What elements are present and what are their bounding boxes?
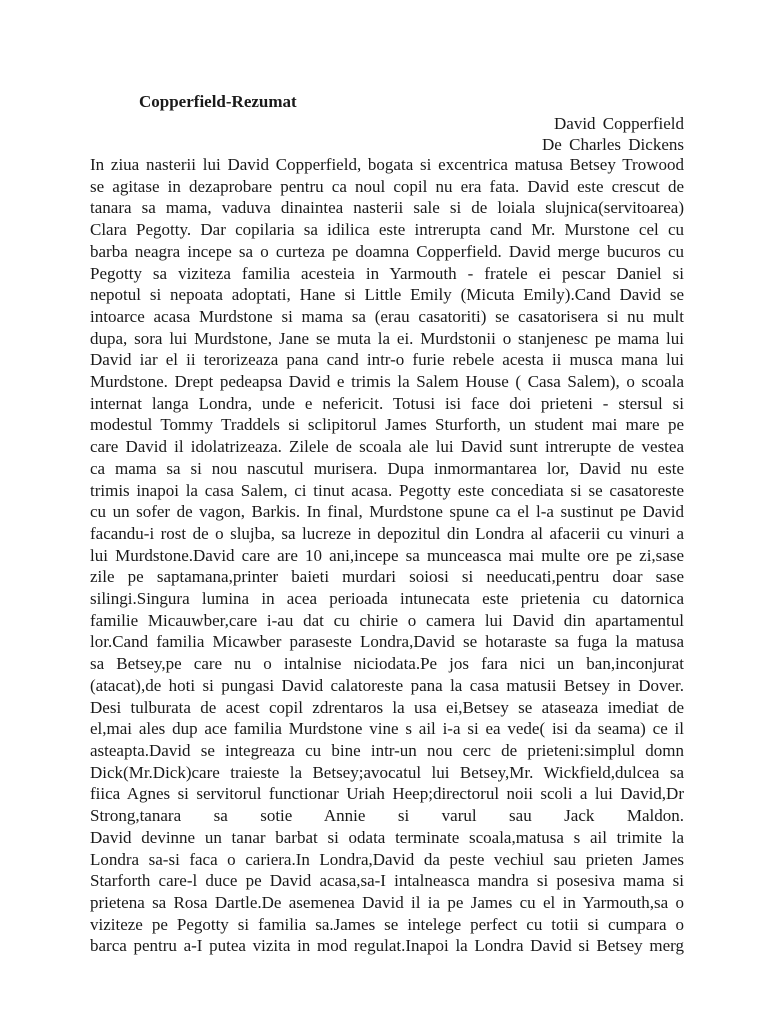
text-line: facandu-i rost de o slujba, sa lucreze in depozitul din Londra al afacerii cu vinuri a xyxy=(90,523,684,543)
text-line: prietena sa Rosa Dartle.De asemenea David il ia pe James cu el in Yarmouth,sa o xyxy=(90,892,684,912)
text-line: cu un sofer de vagon, Barkis. In final, Murdstone spune ca el l-a sustinut pe David xyxy=(90,502,684,522)
text-line: ca mama sa si nou nascutul murisera. Dupa inmormantarea lor, David nu este xyxy=(90,458,684,478)
text-line: intoarce acasa Murdstone si mama sa (erau casatoriti) se casatorisera si nu mult xyxy=(90,306,684,326)
book-title: David Copperfield xyxy=(554,114,684,133)
text-line: modestul Tommy Traddels si sclipitorul James Sturforth, un student mai mare pe xyxy=(90,415,684,435)
text-line: Starforth care-l duce pe David acasa,sa-I intalneasca mandra si posesiva mama si xyxy=(90,871,684,891)
text-line: lor.Cand familia Micawber paraseste Londra,David se hotaraste sa fuga la matusa xyxy=(90,632,684,652)
text-line: fiica Agnes si servitorul functionar Uriah Heep;directorul noii scoli a lui David,Dr xyxy=(90,784,684,804)
document-title: Copperfield-Rezumat xyxy=(139,92,297,111)
text-line: Clara Pegotty. Dar copilaria sa idilica este intrerupta cand Mr. Murstone cel cu xyxy=(90,220,684,240)
text-line: Londra sa-si faca o cariera.In Londra,David da peste vechiul sau prieten James xyxy=(90,849,684,869)
text-line: Strong,tanara sa sotie Annie si varul sau Jack Maldon. xyxy=(90,806,684,826)
text-line: barba neagra incepe sa o curteza pe doamna Copperfield. David merge bucuros cu xyxy=(90,241,684,261)
text-line: lui Murdstone.David care are 10 ani,incepe sa munceasca mai multe ore pe zi,sase xyxy=(90,545,684,565)
text-line: internat langa Londra, unde e nefericit. Totusi isi face doi prieteni - stersul si xyxy=(90,393,684,413)
text-line: barca pentru a-I putea vizita in mod regulat.Inapoi la Londra David si Betsey merg xyxy=(90,936,684,956)
text-line: zile pe saptamana,printer baieti murdari soiosi si needucati,pentru doar sase xyxy=(90,567,684,587)
author-block xyxy=(542,113,684,155)
text-line: trimis inapoi la casa Salem, ci tinut acasa. Pegotty este concediata si se casatoreste xyxy=(90,480,684,500)
text-line: sa Betsey,pe care nu o intalnise niciodata.Pe jos fara nici un ban,inconjurat xyxy=(90,654,684,674)
text-line: tanara sa mama, vaduva dinaintea nasterii sale si de loiala slujnica(servitoarea) xyxy=(90,198,684,218)
text-line: care David il idolatrizeaza. Zilele de scoala ale lui David sunt intrerupte de vestea xyxy=(90,437,684,457)
text-line: se agitase in dezaprobare pentru ca noul copil nu era fata. David este crescut de xyxy=(90,176,684,196)
text-line: dupa, sora lui Murdstone, Jane se muta la ei. Murdstonii o stanjenesc pe mama lui xyxy=(90,328,684,348)
text-line: Murdstone. Drept pedeapsa David e trimis la Salem House ( Casa Salem), o scoala xyxy=(90,372,684,392)
text-line: Dick(Mr.Dick)care traieste la Betsey;avocatul lui Betsey,Mr. Wickfield,dulcea sa xyxy=(90,762,684,782)
text-line: David devinne un tanar barbat si odata terminate scoala,matusa s ail trimite la xyxy=(90,827,684,847)
text-line: el,mai ales dup ace familia Murdstone vine s ail i-a si ea vede( isi da seama) ce il xyxy=(90,719,684,739)
summary-paragraph xyxy=(90,154,684,957)
text-line: asteapta.David se integreaza cu bine intr-un nou cerc de prieteni:simplul domn xyxy=(90,740,684,760)
text-line: In ziua nasterii lui David Copperfield, bogata si excentrica matusa Betsey Trowood xyxy=(90,155,684,174)
text-line: silingi.Singura lumina in acea perioada intunecata este prietenia cu datornica xyxy=(90,589,684,609)
text-line: familie Micauwber,care i-au dat cu chirie o camera lui David din apartamentul xyxy=(90,610,684,630)
text-line: nepotul si nepoata adoptati, Hane si Little Emily (Micuta Emily).Cand David se xyxy=(90,285,684,305)
text-line: Pegotty sa viziteza familia acesteia in Yarmouth - fratele ei pescar Daniel si xyxy=(90,263,684,283)
book-author: De Charles Dickens xyxy=(542,135,684,154)
text-line: Desi tulburata de acest copil zdrentaros la usa ei,Betsey se ataseaza imediat de xyxy=(90,697,684,717)
text-line: (atacat),de hoti si pungasi David calatoreste pana la casa matusii Betsey in Dover. xyxy=(90,675,684,695)
text-line: David iar el ii terorizeaza pana cand intr-o furie rebele acesta ii musca mana lui xyxy=(90,350,684,370)
text-line: viziteze pe Pegotty si familia sa.James se intelege perfect cu totii si cumpara o xyxy=(90,914,684,934)
